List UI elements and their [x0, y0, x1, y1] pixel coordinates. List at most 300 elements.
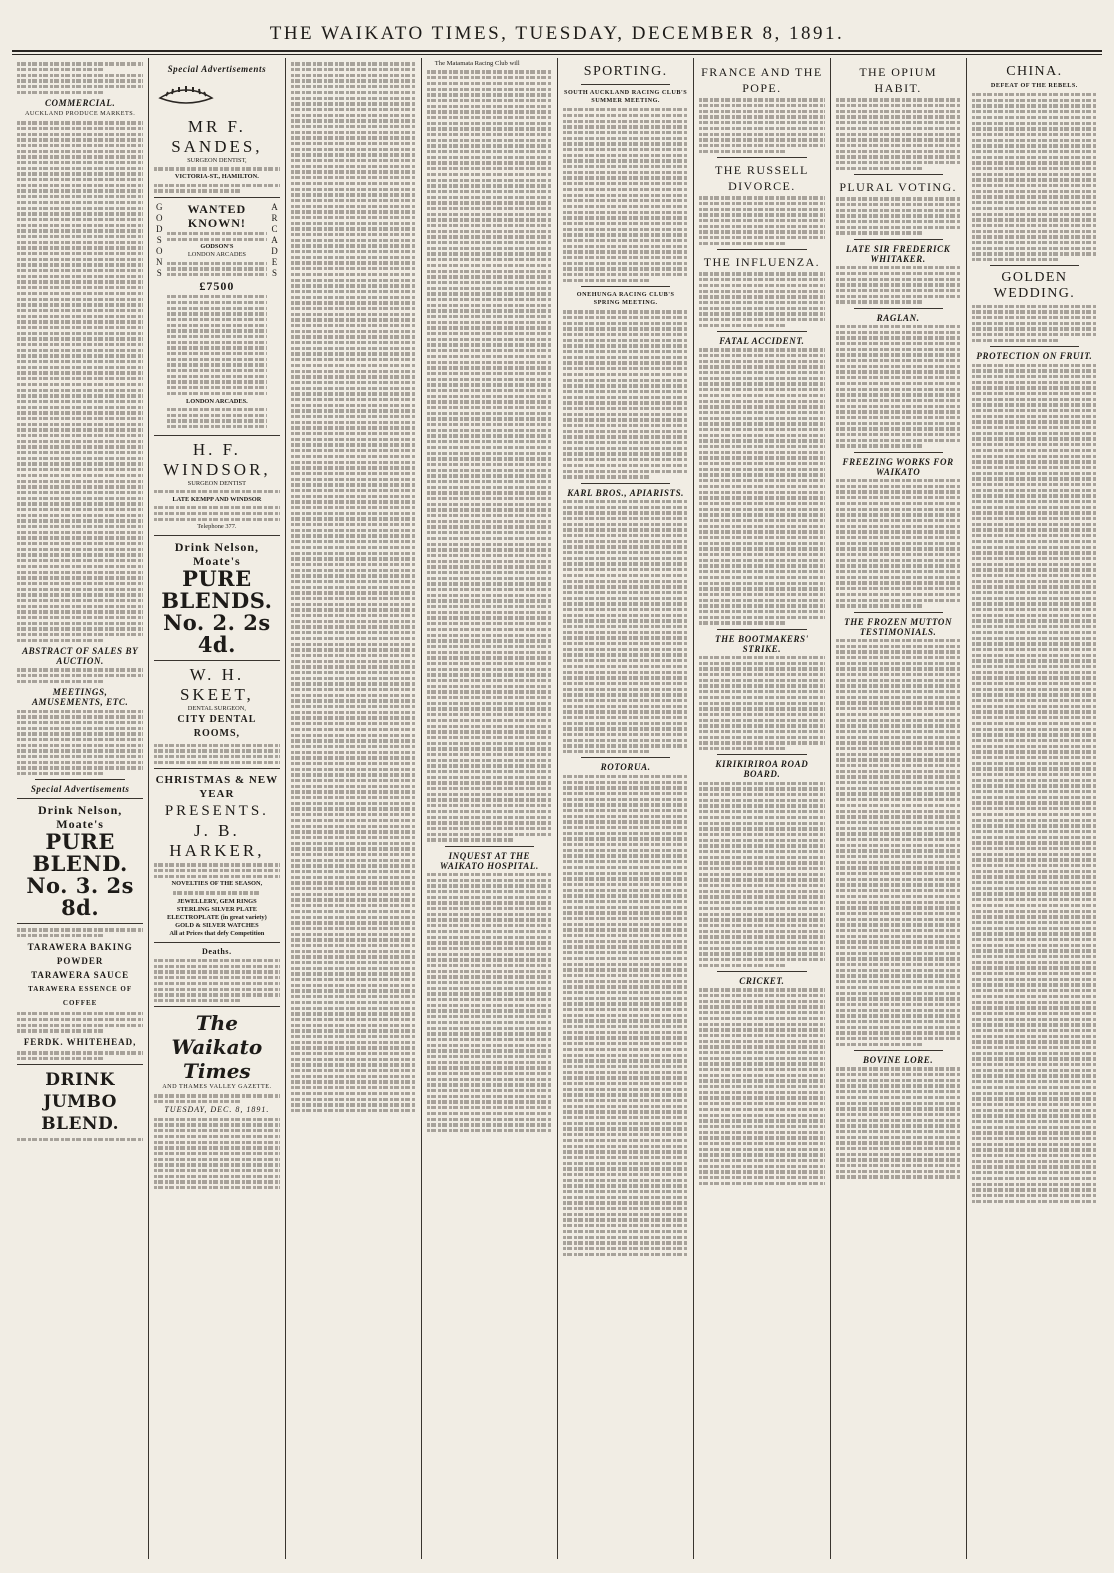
text-line	[563, 945, 688, 948]
text-line	[563, 580, 688, 583]
text-line	[291, 216, 416, 219]
text-line	[17, 1138, 143, 1141]
text-line	[699, 1119, 824, 1122]
text-line	[563, 682, 688, 685]
text-line	[972, 455, 1097, 458]
text-line	[291, 739, 416, 742]
text-line	[427, 918, 552, 921]
text-line	[699, 873, 824, 876]
text-line	[836, 923, 961, 926]
text-line	[291, 284, 416, 287]
text-line	[154, 875, 279, 878]
text-line	[563, 1082, 688, 1085]
text-line	[427, 685, 552, 688]
text-line	[427, 673, 552, 676]
text-line	[972, 386, 1097, 389]
column-6	[693, 58, 829, 1559]
text-line	[427, 70, 552, 73]
text-line	[563, 1179, 688, 1182]
text-line	[836, 1090, 961, 1093]
ad2-drink-line: Drink Nelson, Moate's	[174, 540, 260, 569]
text-line	[699, 502, 824, 505]
text-line	[972, 796, 1097, 799]
text-line	[291, 859, 416, 862]
special-ads-heading: Special Advertisements	[30, 784, 130, 795]
text-line	[699, 456, 824, 459]
text-line	[427, 543, 552, 546]
text-line	[291, 546, 416, 549]
text-line	[17, 68, 105, 71]
text-line	[972, 369, 1097, 372]
text-line	[291, 199, 416, 202]
harker-name: J. B. HARKER,	[169, 820, 265, 860]
text-line	[699, 913, 824, 916]
text-line	[427, 702, 552, 705]
text-line	[167, 408, 266, 411]
text-line	[291, 591, 416, 594]
text-line	[563, 900, 688, 903]
text-line	[836, 266, 961, 269]
text-line	[17, 559, 143, 562]
text-line	[836, 980, 961, 983]
text-line	[563, 216, 688, 219]
text-line	[972, 449, 1097, 452]
divider-rule	[581, 757, 670, 758]
text-line	[836, 593, 961, 596]
text-line	[972, 784, 1097, 787]
text-line	[972, 602, 1097, 605]
text-line	[291, 148, 416, 151]
sandes-address: VICTORIA-ST., HAMILTON.	[174, 173, 259, 181]
text-line	[427, 1009, 552, 1012]
text-line	[291, 500, 416, 503]
text-line	[836, 427, 961, 430]
text-line	[563, 963, 688, 966]
text-line	[427, 1129, 552, 1132]
text-line	[972, 739, 1097, 742]
text-line	[972, 682, 1097, 685]
text-line	[427, 520, 552, 523]
london-arcades-footer: LONDON ARCADES.	[185, 397, 248, 405]
text-line	[427, 315, 552, 318]
text-line	[427, 161, 552, 164]
text-line	[427, 662, 552, 665]
text-line	[427, 127, 552, 130]
text-line	[563, 1008, 688, 1011]
text-line	[17, 315, 143, 318]
text-line	[836, 359, 961, 362]
text-line	[563, 159, 688, 162]
text-line	[972, 213, 1097, 216]
text-line	[836, 433, 961, 436]
text-line	[17, 184, 143, 187]
text-line	[699, 445, 824, 448]
text-line	[563, 396, 688, 399]
text-line	[972, 523, 1097, 526]
text-line	[291, 904, 416, 907]
text-line	[427, 423, 552, 426]
text-line	[836, 667, 961, 670]
opium-heading: THE OPIUM HABIT.	[859, 65, 937, 95]
text-line	[972, 887, 1097, 890]
text-line	[699, 133, 824, 136]
masthead: THE WAIKATO TIMES, TUESDAY, DECEMBER 8, 1891.	[269, 23, 845, 44]
text-line	[836, 604, 924, 607]
text-line	[17, 224, 143, 227]
text-line	[699, 918, 824, 921]
text-line	[427, 292, 552, 295]
text-line	[972, 415, 1097, 418]
divider-rule	[717, 331, 806, 332]
text-line	[427, 781, 552, 784]
abstract-heading: ABSTRACT OF SALES BY AUCTION.	[22, 646, 139, 667]
text-line	[427, 287, 552, 290]
text-line	[291, 1098, 416, 1101]
text-line	[836, 278, 961, 281]
text-line	[427, 1112, 552, 1115]
text-line	[17, 571, 143, 574]
text-line	[972, 1131, 1097, 1134]
text-line	[427, 105, 552, 108]
text-line	[972, 1177, 1097, 1180]
text-line	[699, 485, 824, 488]
text-line	[427, 1027, 552, 1030]
text-line	[972, 489, 1097, 492]
text-line	[17, 144, 143, 147]
text-line	[836, 133, 961, 136]
text-line	[17, 1018, 143, 1021]
text-line	[17, 258, 143, 261]
text-line	[17, 934, 105, 937]
text-line	[17, 74, 143, 77]
text-line	[836, 231, 924, 234]
text-line	[972, 235, 1097, 238]
text-line	[563, 517, 688, 520]
text-line	[563, 968, 688, 971]
text-line	[836, 115, 961, 118]
text-line	[972, 881, 1097, 884]
text-line	[563, 262, 688, 265]
bootmakers-heading: THE BOOTMAKERS' STRIKE.	[714, 633, 809, 654]
text-line	[291, 1052, 416, 1055]
text-line	[17, 744, 143, 747]
text-line	[699, 947, 824, 950]
text-line	[427, 793, 552, 796]
text-line	[291, 916, 416, 919]
south-auckland-heading: SOUTH AUCKLAND RACING CLUB'S SUMMER MEETING.	[564, 89, 688, 105]
text-line	[427, 486, 552, 489]
text-line	[836, 536, 961, 539]
text-line	[972, 710, 1097, 713]
text-line	[699, 736, 824, 739]
text-line	[291, 142, 416, 145]
text-line	[427, 116, 552, 119]
text-line	[427, 366, 552, 369]
text-line	[427, 93, 552, 96]
text-line	[563, 928, 688, 931]
text-line	[17, 588, 143, 591]
text-line	[563, 923, 688, 926]
text-line	[699, 150, 787, 153]
text-line	[836, 439, 961, 442]
text-line	[972, 252, 1097, 255]
text-line	[972, 892, 1097, 895]
text-line	[972, 241, 1097, 244]
text-line	[427, 981, 552, 984]
harker-watches: GOLD & SILVER WATCHES	[175, 921, 259, 929]
text-line	[427, 1032, 552, 1035]
text-line	[699, 587, 824, 590]
xmas-heading: CHRISTMAS & NEW YEAR	[155, 773, 279, 800]
godsons-price: £7500	[199, 278, 235, 293]
text-line	[17, 343, 143, 346]
text-line	[291, 682, 416, 685]
text-line	[17, 761, 143, 764]
text-line	[836, 895, 961, 898]
text-line	[699, 747, 787, 750]
text-line	[427, 190, 552, 193]
text-line	[563, 1048, 688, 1051]
divider-rule	[154, 768, 279, 769]
text-line	[699, 707, 824, 710]
text-line	[972, 218, 1097, 221]
text-line	[563, 182, 688, 185]
text-line	[972, 150, 1097, 153]
text-line	[167, 301, 266, 304]
text-line	[291, 512, 416, 515]
text-line	[836, 883, 961, 886]
text-line	[836, 889, 961, 892]
text-line	[836, 576, 961, 579]
text-line	[291, 1012, 416, 1015]
divider-rule	[154, 197, 279, 198]
text-line	[291, 716, 416, 719]
text-line	[291, 205, 416, 208]
text-line	[563, 199, 688, 202]
text-line	[699, 593, 824, 596]
text-line	[699, 272, 824, 275]
text-line	[17, 360, 143, 363]
text-line	[17, 85, 143, 88]
text-line	[972, 995, 1097, 998]
text-line	[563, 574, 688, 577]
text-line	[563, 631, 688, 634]
text-line	[427, 452, 552, 455]
text-line	[427, 1123, 552, 1126]
text-line	[17, 91, 105, 94]
text-line	[17, 582, 143, 585]
text-line	[427, 582, 552, 585]
text-line	[291, 108, 416, 111]
text-line	[563, 1253, 688, 1256]
text-line	[563, 1139, 688, 1142]
text-line	[699, 513, 824, 516]
text-line	[563, 1036, 688, 1039]
text-line	[972, 671, 1097, 674]
text-line	[972, 1154, 1097, 1157]
text-line	[836, 815, 961, 818]
text-line	[563, 1207, 688, 1210]
text-line	[699, 428, 824, 431]
text-line	[563, 373, 688, 376]
text-line	[699, 1062, 824, 1065]
text-line	[699, 702, 824, 705]
text-line	[836, 969, 961, 972]
divider-rule	[154, 435, 279, 436]
text-line	[699, 599, 824, 602]
divider-rule	[854, 239, 943, 240]
text-line	[836, 98, 961, 101]
text-line	[291, 768, 416, 771]
divider-rule	[854, 612, 943, 613]
text-line	[17, 732, 143, 735]
text-line	[291, 415, 416, 418]
text-line	[836, 325, 961, 328]
text-line	[699, 656, 824, 659]
text-line	[563, 367, 688, 370]
text-line	[167, 232, 266, 235]
text-line	[563, 557, 688, 560]
text-line	[427, 890, 552, 893]
text-line	[154, 1100, 242, 1103]
text-line	[972, 733, 1097, 736]
text-line	[427, 628, 552, 631]
text-line	[291, 631, 416, 634]
text-line	[972, 716, 1097, 719]
text-line	[17, 62, 143, 65]
text-line	[563, 837, 688, 840]
text-line	[699, 196, 824, 199]
text-line	[17, 1057, 105, 1060]
presents-heading: PRESENTS.	[164, 802, 269, 819]
divider-rule	[154, 942, 279, 943]
text-line	[563, 991, 688, 994]
text-line	[427, 742, 552, 745]
text-line	[699, 844, 824, 847]
text-line	[699, 121, 824, 124]
text-line	[427, 873, 552, 876]
text-line	[836, 736, 961, 739]
text-line	[563, 676, 688, 679]
text-line	[836, 513, 961, 516]
text-line	[173, 891, 261, 894]
text-line	[563, 815, 688, 818]
text-line	[699, 696, 824, 699]
text-line	[972, 375, 1097, 378]
text-line	[699, 850, 824, 853]
text-line	[836, 1014, 961, 1017]
text-line	[427, 332, 552, 335]
divider-rule	[990, 265, 1079, 266]
text-line	[972, 1137, 1097, 1140]
text-line	[699, 1017, 824, 1020]
divider-rule	[854, 452, 943, 453]
text-line	[427, 537, 552, 540]
text-line	[563, 470, 688, 473]
text-line	[17, 406, 143, 409]
text-line	[699, 138, 824, 141]
text-line	[699, 1040, 824, 1043]
text-line	[563, 441, 688, 444]
text-line	[563, 500, 688, 503]
text-line	[427, 1089, 552, 1092]
text-line	[17, 150, 143, 153]
divider-rule	[854, 308, 943, 309]
text-line	[563, 379, 688, 382]
text-line	[167, 329, 266, 332]
rotorua-heading: ROTORUA.	[600, 762, 651, 773]
text-line	[427, 656, 552, 659]
text-line	[17, 326, 143, 329]
text-line	[17, 639, 105, 642]
text-line	[699, 867, 824, 870]
text-line	[291, 830, 416, 833]
text-line	[699, 1057, 824, 1060]
text-line	[972, 637, 1097, 640]
text-line	[563, 671, 688, 674]
text-line	[699, 816, 824, 819]
text-line	[836, 872, 961, 875]
text-line	[563, 648, 688, 651]
divider-rule	[35, 779, 125, 780]
text-line	[699, 451, 824, 454]
text-line	[427, 1004, 552, 1007]
text-line	[699, 787, 824, 790]
text-line	[291, 950, 416, 953]
text-line	[563, 1173, 688, 1176]
tarawera-ad	[17, 940, 143, 1010]
text-line	[836, 679, 961, 682]
text-line	[563, 1019, 688, 1022]
text-line	[563, 997, 688, 1000]
text-line	[154, 1169, 279, 1172]
text-line	[563, 458, 688, 461]
text-line	[17, 212, 143, 215]
text-line	[836, 992, 961, 995]
text-line	[17, 195, 143, 198]
text-line	[836, 155, 961, 158]
text-line	[17, 451, 143, 454]
text-line	[427, 258, 552, 261]
text-line	[836, 1096, 961, 1099]
text-line	[427, 565, 552, 568]
text-line	[699, 1023, 824, 1026]
text-line	[427, 987, 552, 990]
text-line	[972, 230, 1097, 233]
text-line	[699, 793, 824, 796]
text-line	[699, 724, 824, 727]
text-line	[291, 728, 416, 731]
text-line	[17, 727, 143, 730]
text-line	[563, 534, 688, 537]
text-line	[427, 770, 552, 773]
text-line	[699, 1068, 824, 1071]
text-line	[836, 525, 961, 528]
text-line	[972, 932, 1097, 935]
text-line	[699, 827, 824, 830]
text-line	[427, 491, 552, 494]
text-line	[563, 1230, 688, 1233]
text-line	[699, 127, 824, 130]
text-line	[291, 887, 416, 890]
text-line	[563, 1196, 688, 1199]
text-line	[291, 813, 416, 816]
text-line	[563, 137, 688, 140]
text-line	[291, 762, 416, 765]
text-line	[427, 179, 552, 182]
text-line	[17, 497, 143, 500]
text-line	[836, 775, 961, 778]
